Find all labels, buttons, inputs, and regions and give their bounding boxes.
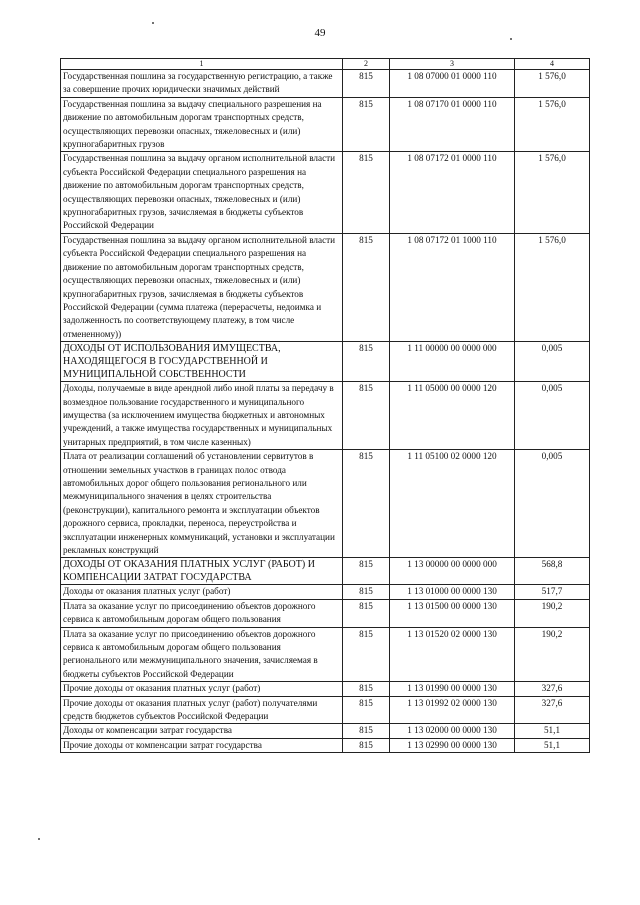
table-row [61, 152, 590, 233]
table-row [61, 738, 590, 752]
row-amount-cell: 1 576,0 [515, 97, 590, 152]
row-amount-cell: 568,8 [515, 558, 590, 585]
row-admin-code-cell: 815 [343, 599, 390, 627]
row-name-cell: Плата за оказание услуг по присоединению объектов дорожного сервиса к автомобильным дорогам общего пользования регионального или межмуниципального значения, зачисляемая в бюджеты субъектов Российской Федерации [61, 627, 343, 682]
table-row [61, 450, 590, 558]
row-budget-code-cell: 1 08 07170 01 0000 110 [390, 97, 515, 152]
row-name-cell: ДОХОДЫ ОТ ОКАЗАНИЯ ПЛАТНЫХ УСЛУГ (РАБОТ) И КОМПЕНСАЦИИ ЗАТРАТ ГОСУДАРСТВА [61, 558, 343, 585]
table-row [61, 97, 590, 152]
row-budget-code-cell: 1 13 01992 02 0000 130 [390, 696, 515, 724]
table-section-row [61, 342, 590, 382]
row-admin-code-cell: 815 [343, 97, 390, 152]
column-header-4: 4 [515, 59, 590, 70]
row-admin-code-cell: 815 [343, 382, 390, 450]
row-budget-code-cell: 1 13 01520 02 0000 130 [390, 627, 515, 682]
row-budget-code-cell: 1 08 07172 01 1000 110 [390, 233, 515, 341]
row-budget-code-cell: 1 08 07000 01 0000 110 [390, 70, 515, 98]
row-budget-code-cell: 1 13 00000 00 0000 000 [390, 558, 515, 585]
table-section-row [61, 558, 590, 585]
column-header-2: 2 [343, 59, 390, 70]
row-name-cell: Прочие доходы от оказания платных услуг (работ) [61, 682, 343, 696]
row-budget-code-cell: 1 08 07172 01 0000 110 [390, 152, 515, 233]
row-amount-cell: 0,005 [515, 342, 590, 382]
column-header-3: 3 [390, 59, 515, 70]
row-amount-cell: 327,6 [515, 696, 590, 724]
row-name-cell: ДОХОДЫ ОТ ИСПОЛЬЗОВАНИЯ ИМУЩЕСТВА, НАХОДЯЩЕГОСЯ В ГОСУДАРСТВЕННОЙ И МУНИЦИПАЛЬНОЙ СОБСТВЕННОСТИ [61, 342, 343, 382]
row-budget-code-cell: 1 13 02990 00 0000 130 [390, 738, 515, 752]
scan-speck [510, 38, 512, 40]
row-admin-code-cell: 815 [343, 70, 390, 98]
table-row [61, 682, 590, 696]
scan-speck [38, 838, 40, 840]
scan-speck [152, 22, 154, 24]
row-amount-cell: 1 576,0 [515, 152, 590, 233]
row-name-cell: Государственная пошлина за государственную регистрацию, а также за совершение прочих юридически значимых действий [61, 70, 343, 98]
table-row [61, 599, 590, 627]
table-header-row [61, 59, 590, 70]
row-admin-code-cell: 815 [343, 558, 390, 585]
row-name-cell: Государственная пошлина за выдачу органом исполнительной власти субъекта Российской Федерации специального разрешения на движение по автомобильным дорогам транспортных средств, осуществляющих перевозки опасных, тяжеловесных и (или) крупногабаритных грузов, зачисляемая в бюджеты субъектов Российской Федерации [61, 152, 343, 233]
table-row [61, 585, 590, 599]
row-amount-cell: 51,1 [515, 724, 590, 738]
row-name-cell: Прочие доходы от компенсации затрат государства [61, 738, 343, 752]
row-amount-cell: 51,1 [515, 738, 590, 752]
table-row [61, 70, 590, 98]
row-admin-code-cell: 815 [343, 696, 390, 724]
row-amount-cell: 0,005 [515, 382, 590, 450]
row-name-cell: Государственная пошлина за выдачу специального разрешения на движение по автомобильным дорогам транспортных средств, осуществляющих перевозки опасных, тяжеловесных и (или) крупногабаритных грузов [61, 97, 343, 152]
scan-speck [234, 258, 236, 260]
row-budget-code-cell: 1 11 00000 00 0000 000 [390, 342, 515, 382]
row-budget-code-cell: 1 13 01000 00 0000 130 [390, 585, 515, 599]
row-amount-cell: 1 576,0 [515, 233, 590, 341]
row-name-cell: Государственная пошлина за выдачу органом исполнительной власти субъекта Российской Федерации специального разрешения на движение по автомобильным дорогам транспортных средств, осуществляющих перевозки опасных, тяжеловесных и (или) крупногабаритных грузов, зачисляемая в бюджеты субъектов Российской Федерации (сумма платежа (перерасчеты, недоимка и задолженность по соответствующему платежу, в том числе отмененному)) [61, 233, 343, 341]
row-budget-code-cell: 1 11 05100 02 0000 120 [390, 450, 515, 558]
page-number: 49 [314, 27, 326, 39]
row-admin-code-cell: 815 [343, 450, 390, 558]
row-admin-code-cell: 815 [343, 342, 390, 382]
row-admin-code-cell: 815 [343, 627, 390, 682]
row-name-cell: Доходы от оказания платных услуг (работ) [61, 585, 343, 599]
row-amount-cell: 0,005 [515, 450, 590, 558]
row-budget-code-cell: 1 11 05000 00 0000 120 [390, 382, 515, 450]
row-admin-code-cell: 815 [343, 585, 390, 599]
table-row [61, 724, 590, 738]
row-budget-code-cell: 1 13 01990 00 0000 130 [390, 682, 515, 696]
row-amount-cell: 190,2 [515, 599, 590, 627]
row-admin-code-cell: 815 [343, 233, 390, 341]
table-row [61, 696, 590, 724]
row-amount-cell: 1 576,0 [515, 70, 590, 98]
row-name-cell: Плата за оказание услуг по присоединению объектов дорожного сервиса к автомобильным дорогам общего пользования [61, 599, 343, 627]
row-admin-code-cell: 815 [343, 738, 390, 752]
row-admin-code-cell: 815 [343, 152, 390, 233]
row-amount-cell: 190,2 [515, 627, 590, 682]
table-body [61, 70, 590, 753]
table-row [61, 382, 590, 450]
table-row [61, 627, 590, 682]
row-name-cell: Плата от реализации соглашений об установлении сервитутов в отношении земельных участков в границах полос отвода автомобильных дорог общего пользования регионального или межмуниципального значения в целях строительства (реконструкции), капитального ремонта и эксплуатации объектов дорожного сервиса, прокладки, переноса, переустройства и эксплуатации инженерных коммуникаций, установки и эксплуатации рекламных конструкций [61, 450, 343, 558]
row-name-cell: Доходы, получаемые в виде арендной либо иной платы за передачу в возмездное пользование государственного и муниципального имущества (за исключением имущества бюджетных и автономных учреждений, а также имущества государственных и муниципальных унитарных предприятий, в том числе казенных) [61, 382, 343, 450]
row-amount-cell: 517,7 [515, 585, 590, 599]
row-amount-cell: 327,6 [515, 682, 590, 696]
row-admin-code-cell: 815 [343, 724, 390, 738]
row-budget-code-cell: 1 13 02000 00 0000 130 [390, 724, 515, 738]
column-header-1: 1 [61, 59, 343, 70]
row-name-cell: Прочие доходы от оказания платных услуг (работ) получателями средств бюджетов субъектов Российской Федерации [61, 696, 343, 724]
row-admin-code-cell: 815 [343, 682, 390, 696]
table-row [61, 233, 590, 341]
revenue-table [60, 58, 590, 753]
row-name-cell: Доходы от компенсации затрат государства [61, 724, 343, 738]
row-budget-code-cell: 1 13 01500 00 0000 130 [390, 599, 515, 627]
